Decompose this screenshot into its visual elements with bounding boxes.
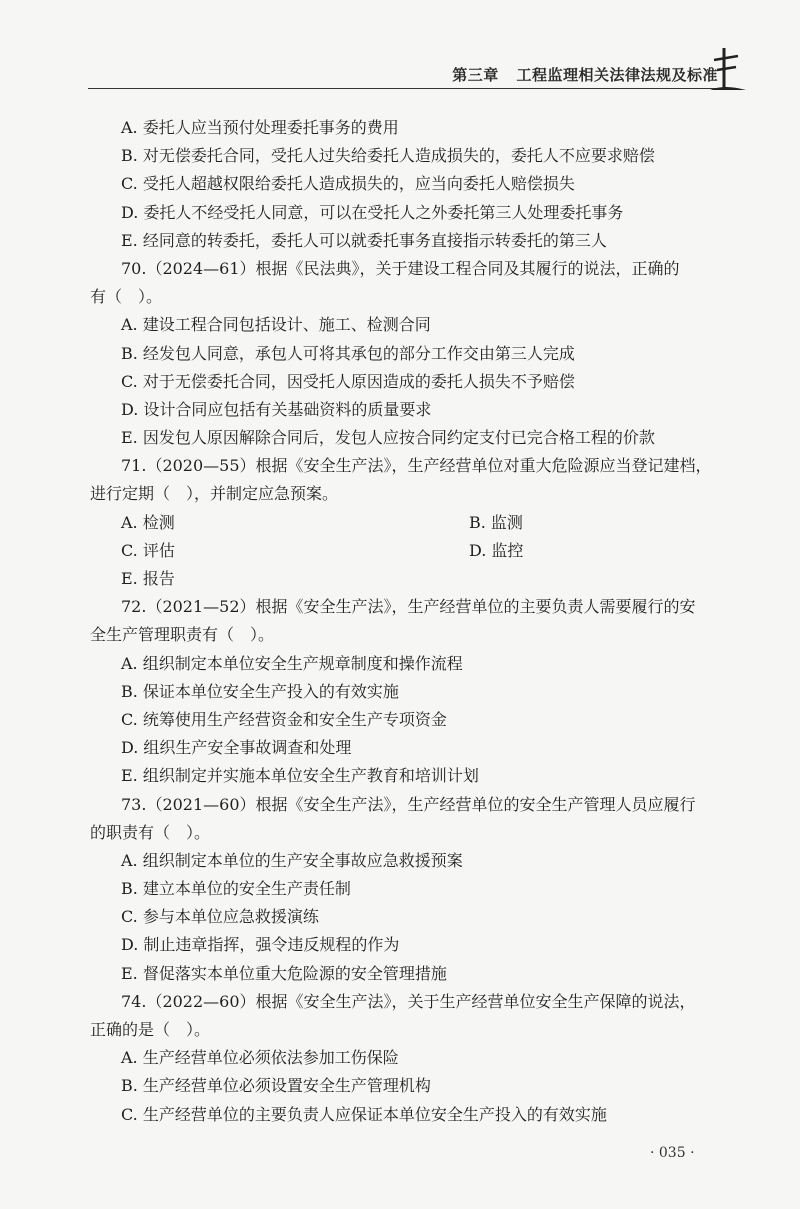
option: D. 组织生产安全事故调查和处理	[121, 738, 352, 758]
question-stem: 70.（2024—61）根据《民法典》，关于建设工程合同及其履行的说法，正确的	[121, 258, 680, 278]
page-body	[90, 114, 710, 1129]
option: B. 对无偿委托合同，受托人过失给委托人造成损失的，委托人不应要求赔偿	[121, 146, 655, 166]
signpost-icon	[708, 44, 748, 94]
option: B. 建立本单位的安全生产责任制	[121, 879, 351, 899]
question-stem-continued: 全生产管理职责有（ ）。	[90, 625, 275, 645]
option: A. 委托人应当预付处理委托事务的费用	[121, 118, 399, 137]
option: A. 建设工程合同包括设计、施工、检测合同	[121, 315, 431, 335]
option: A. 检测	[121, 512, 175, 532]
option: E. 督促落实本单位重大危险源的安全管理措施	[121, 963, 447, 983]
option: A. 组织制定本单位的生产安全事故应急救援预案	[121, 850, 463, 870]
option: D. 制止违章指挥，强令违反规程的作为	[121, 935, 400, 955]
option: D. 设计合同应包括有关基础资料的质量要求	[121, 399, 432, 419]
option: E. 经同意的转委托，委托人可以就委托事务直接指示转委托的第三人	[121, 230, 607, 250]
option: E. 报告	[121, 569, 175, 588]
question-stem-continued: 有（ ）。	[90, 287, 163, 307]
option: D. 监控	[469, 540, 524, 560]
question-stem: 73.（2021—60）根据《安全生产法》，生产经营单位的安全生产管理人员应履行	[121, 794, 696, 814]
option: B. 监测	[469, 512, 523, 532]
option-row	[90, 509, 710, 537]
option: B. 保证本单位安全生产投入的有效实施	[121, 681, 399, 701]
option: C. 评估	[121, 540, 175, 560]
option: A. 生产经营单位必须依法参加工伤保险	[121, 1048, 399, 1068]
option: E. 组织制定并实施本单位安全生产教育和培训计划	[121, 766, 479, 786]
option: E. 因发包人原因解除合同后，发包人应按合同约定支付已完合格工程的价款	[121, 428, 655, 448]
option-row	[90, 537, 710, 565]
option: C. 参与本单位应急救援演练	[121, 907, 319, 927]
option: C. 生产经营单位的主要负责人应保证本单位安全生产投入的有效实施	[121, 1104, 607, 1124]
page-number: · 035 ·	[650, 1145, 695, 1161]
question-stem: 71.（2020—55）根据《安全生产法》，生产经营单位对重大危险源应当登记建档，	[121, 456, 712, 476]
option: A. 组织制定本单位安全生产规章制度和操作流程	[121, 653, 463, 673]
chapter-title: 工程监理相关法律法规及标准	[516, 66, 718, 84]
question-stem: 74.（2022—60）根据《安全生产法》，关于生产经营单位安全生产保障的说法，	[121, 991, 696, 1011]
option: C. 统筹使用生产经营资金和安全生产专项资金	[121, 709, 447, 729]
question-stem-continued: 的职责有（ ）。	[90, 822, 211, 842]
option: C. 对于无偿委托合同，因受托人原因造成的委托人损失不予赔偿	[121, 371, 575, 391]
question-stem: 72.（2021—52）根据《安全生产法》，生产经营单位的主要负责人需要履行的安	[121, 597, 696, 617]
option: C. 受托人超越权限给委托人造成损失的，应当向委托人赔偿损失	[121, 174, 575, 194]
option: B. 经发包人同意，承包人可将其承包的部分工作交由第三人完成	[121, 343, 575, 363]
question-stem-continued: 进行定期（ ），并制定应急预案。	[90, 484, 339, 504]
option: B. 生产经营单位必须设置安全生产管理机构	[121, 1076, 431, 1096]
question-stem-continued: 正确的是（ ）。	[90, 1020, 211, 1039]
option: D. 委托人不经受托人同意，可以在受托人之外委托第三人处理委托事务	[121, 202, 624, 222]
header-rule	[88, 88, 728, 89]
chapter-label: 第三章	[452, 66, 499, 84]
running-header	[452, 64, 718, 85]
